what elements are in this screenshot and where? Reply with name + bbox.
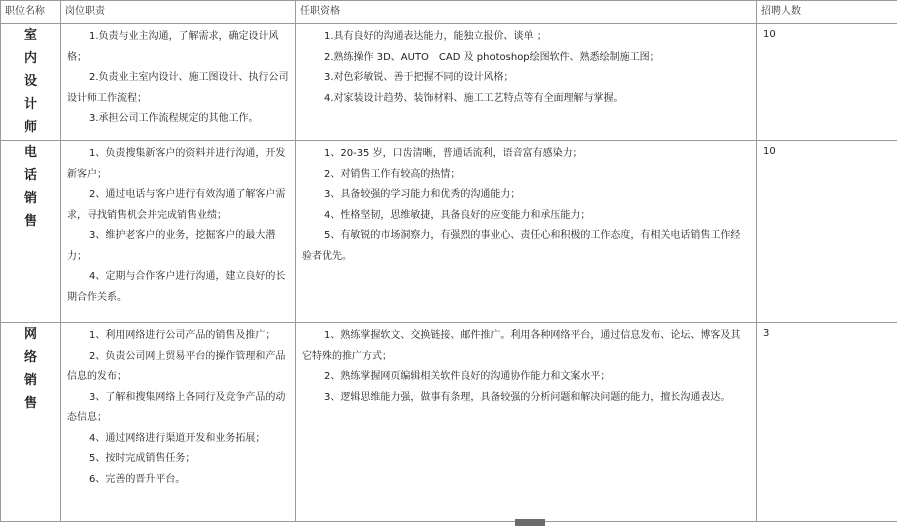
responsibility-item: 5、按时完成销售任务； (89, 453, 196, 464)
job-title-cell (1, 323, 61, 522)
qualification-item: 2、熟练掌握网页编辑相关软件良好的沟通协作能力和文案水平； (324, 371, 611, 382)
qualification-item: 1.具有良好的沟通表达能力，能独立报价、谈单 ； (324, 31, 547, 42)
hiring-count: 10 (757, 24, 897, 141)
qualification-item: 3、逻辑思维能力强，做事有条理，具备较强的分析问题和解决问题的能力，擅长沟通表达。 (324, 391, 731, 403)
responsibility-item: 3、了解和搜集网络上各同行及竞争产品的动态信息； (67, 391, 286, 423)
qualification-item: 5、有敏锐的市场洞察力，有强烈的事业心、责任心和积极的工作态度，有相关电话销售工作经验者优先。 (302, 230, 741, 262)
qualification-item: 2、对销售工作有较高的热情； (324, 168, 461, 180)
job-title-cell (1, 141, 61, 323)
responsibilities-cell (61, 323, 296, 522)
job-title: 电 话 销 售 (23, 145, 37, 229)
qualification-item: 1、20-35 岁，口齿清晰，普通话流利，语音富有感染力； (324, 148, 583, 159)
responsibility-item: 4、通过网络进行渠道开发和业务拓展； (89, 432, 266, 444)
responsibility-item: 2、负责公司网上贸易平台的操作管理和产品信息的发布； (67, 350, 286, 382)
qualification-item: 3、具备较强的学习能力和优秀的沟通能力； (324, 189, 521, 200)
job-title: 室 内 设 计 师 (23, 28, 37, 135)
qualification-item: 4.对家装设计趋势、装饰材料、施工工艺特点等有全面理解与掌握。 (324, 92, 624, 104)
header-row (1, 1, 897, 24)
job-title-cell (1, 24, 61, 141)
qualifications-cell (296, 24, 757, 141)
qualifications-cell (296, 141, 757, 323)
header-title: 职位名称 (1, 1, 61, 24)
scroll-thumb[interactable] (515, 519, 545, 526)
header-qualifications: 任职资格 (296, 1, 757, 24)
responsibility-item: 6、完善的晋升平台。 (89, 473, 186, 485)
qualification-item: 1、熟练掌握软文、交换链接、邮件推广。利用各种网络平台，通过信息发布、论坛、博客及其它特殊的推广方式； (302, 330, 741, 362)
responsibility-item: 2、通过电话与客户进行有效沟通了解客户需求，寻找销售机会并完成销售业绩； (67, 189, 286, 221)
responsibilities-cell (61, 141, 296, 323)
header-responsibilities: 岗位职责 (61, 1, 296, 24)
table-row (1, 323, 897, 522)
responsibilities-cell (61, 24, 296, 141)
responsibility-item: 3、维护老客户的业务，挖掘客户的最大潜力； (67, 230, 276, 262)
hiring-count: 10 (757, 141, 897, 323)
responsibility-item: 4、定期与合作客户进行沟通，建立良好的长期合作关系。 (67, 271, 286, 303)
qualification-item: 2.熟练操作 3D、AUTO CAD 及 photoshop绘图软件、熟悉绘制施工图； (324, 51, 660, 63)
qualifications-cell (296, 323, 757, 522)
header-count: 招聘人数 (757, 1, 897, 24)
qualification-item: 3.对色彩敏锐、善于把握不同的设计风格； (324, 72, 514, 83)
responsibility-item: 2.负责业主室内设计、施工图设计、执行公司设计师工作流程； (67, 72, 289, 104)
responsibility-item: 1.负责与业主沟通，了解需求，确定设计风格； (67, 31, 279, 63)
hiring-count: 3 (757, 323, 897, 522)
table-row (1, 24, 897, 141)
qualification-item: 4、性格坚韧，思维敏捷，具备良好的应变能力和承压能力； (324, 209, 591, 221)
responsibility-item: 3.承担公司工作流程规定的其他工作。 (89, 113, 259, 124)
responsibility-item: 1、负责搜集新客户的资料并进行沟通，开发新客户； (67, 148, 286, 180)
table-row (1, 141, 897, 323)
responsibility-item: 1、利用网络进行公司产品的销售及推广； (89, 330, 276, 341)
job-title: 网 络 销 售 (23, 327, 37, 411)
